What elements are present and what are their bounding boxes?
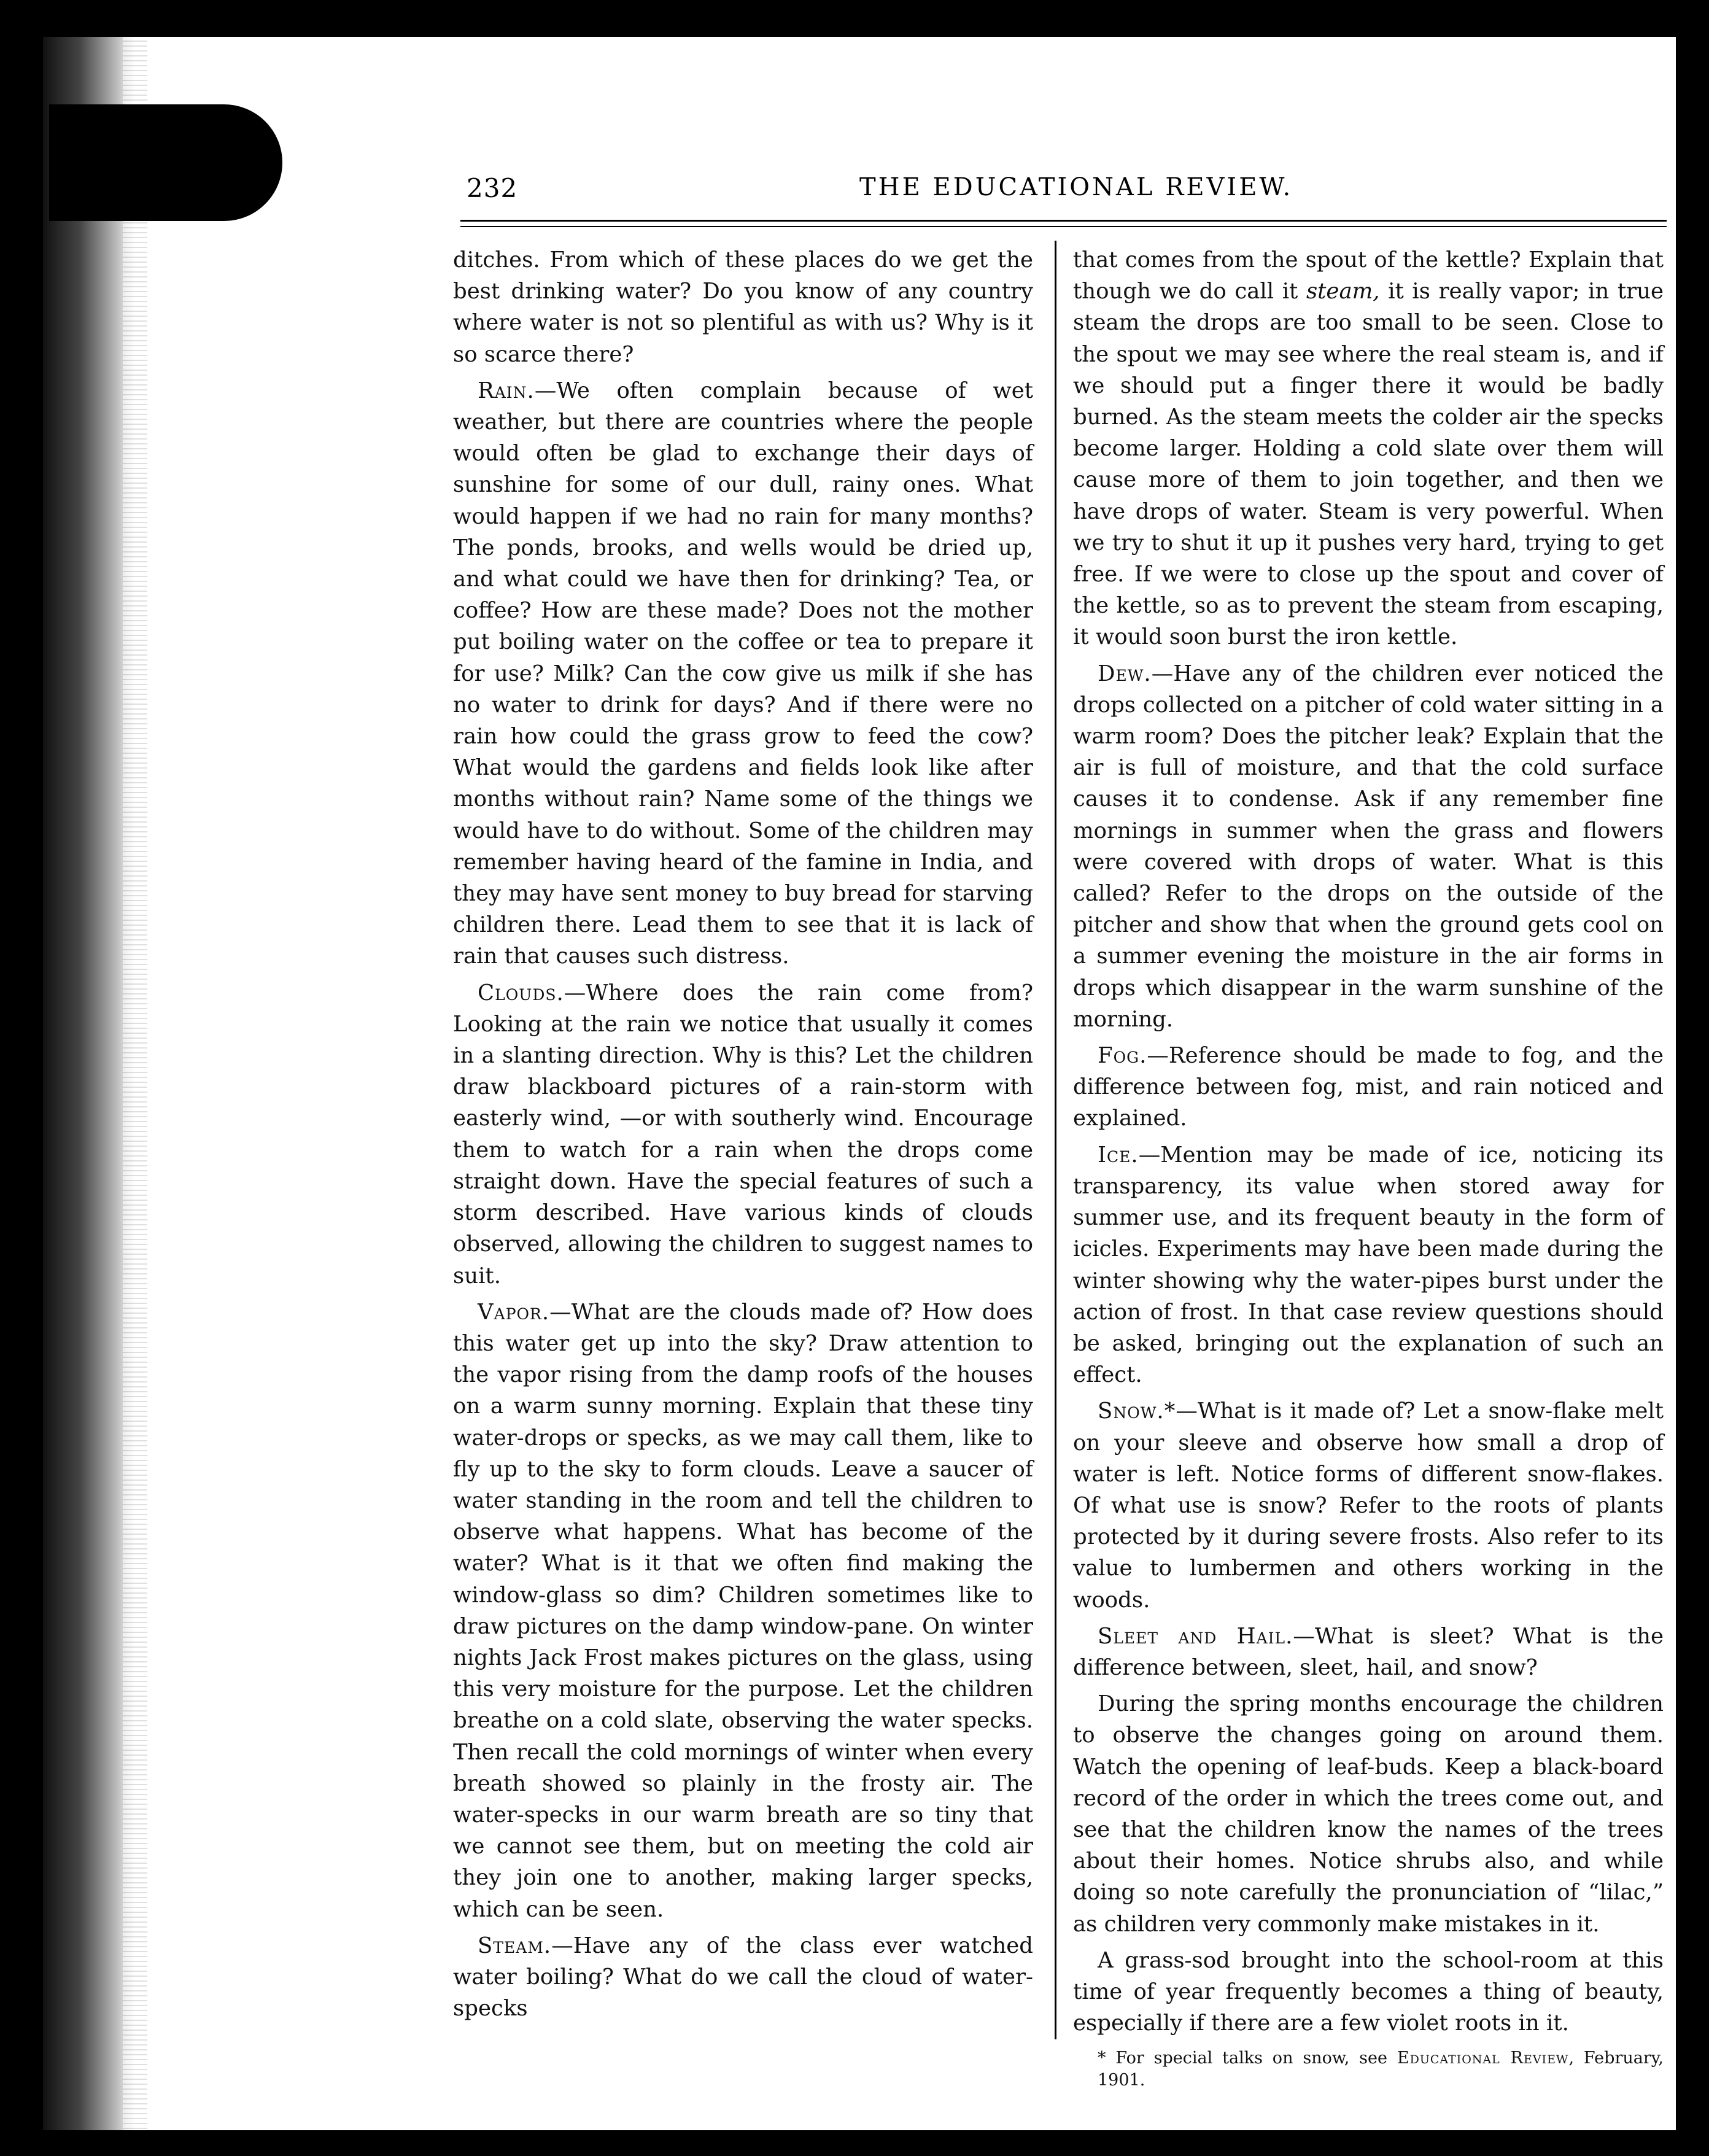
section-heading-rain: Rain. bbox=[478, 378, 535, 403]
header-rule-bottom bbox=[460, 226, 1667, 227]
section-heading-clouds: Clouds. bbox=[478, 980, 564, 1006]
section-heading-snow: Snow.* bbox=[1098, 1398, 1176, 1424]
footnote: * For special talks on snow, see Educational Review, February, 1901. bbox=[1098, 2049, 1664, 2090]
header-rule-top bbox=[460, 220, 1667, 222]
paragraph-steam-continued: that comes from the spout of the kettle? Explain that though we do call it steam, it is really vapor; in true steam the drops are too small to be seen. Close to the spout we may see where the real steam is, and if we should put a finger there it would be badly burned. As the steam meets the colder air the specks become larger. Holding a cold slate over them will cause more of them to join together, and then we have drops of water. Steam is very powerful. When we try to shut it up it pushes very hard, trying to get free. If we were to close up the spout and cover of the kettle, so as to prevent the steam from escaping, it would soon burst the iron kettle. bbox=[1073, 247, 1664, 650]
paragraph-dew: Dew.—Have any of the children ever noticed the drops collected on a pitcher of cold water sitting in a warm room? Does the pitcher leak? Explain that the air is full of moisture, and that the cold surface causes it to condense. Ask if any remember fine mornings in summer when the grass and flowers were covered with drops of water. What is this called? Refer to the drops on the outside of the pitcher and show that when the ground gets cool on a summer evening the moisture in the air forms in drops which disappear in the warm sunshine of the morning. bbox=[1073, 661, 1664, 1032]
section-heading-vapor: Vapor. bbox=[478, 1299, 550, 1325]
paragraph-rain: Rain.—We often complain because of wet weather, but there are countries where the people would often be glad to exchange their days of sunshine for some of our dull, rainy ones. What would happen if we had no rain for many months? The ponds, brooks, and wells would be dried up, and what could we have then for drinking? Tea, or coffee? How are these made? Does not the mother put boiling water on the coffee or tea to prepare it for use? Milk? Can the cow give us milk if she has no water to drink for days? And if there were no rain how could the grass grow to feed the cow? What would the gardens and fields look like after months without rain? Name some of the things we would have to do without. Some of the children may remember having heard of the famine in India, and they may have sent money to buy bread for starving children there. Lead them to see that it is lack of rain that causes such distress. bbox=[453, 378, 1033, 969]
left-column bbox=[453, 244, 1033, 2029]
column-divider bbox=[1055, 241, 1056, 2039]
paragraph-continuation: ditches. From which of these places do we get the best drinking water? Do you know of any country where water is not so plentiful as with us? Why is it so scarce there? bbox=[453, 247, 1033, 367]
section-heading-dew: Dew. bbox=[1098, 661, 1152, 686]
paragraph-snow: Snow.*—What is it made of? Let a snow-flake melt on your sleeve and observe how small a drop of water is left. Notice forms of different snow-flakes. Of what use is snow? Refer to the roots of plants protected by it during severe frosts. Also refer to its value to lumbermen and others working in the woods. bbox=[1073, 1398, 1664, 1613]
footnote-journal-name: Educational Review bbox=[1397, 2049, 1569, 2068]
section-heading-fog: Fog. bbox=[1098, 1043, 1147, 1069]
right-column bbox=[1073, 244, 1664, 2092]
paragraph-ice: Ice.—Mention may be made of ice, noticing its transparency, its value when stored away for summer use, and its frequent beauty in the form of icicles. Experiments may have been made during the winter showing why the water-pipes burst under the action of frost. In that case review questions should be asked, bringing out the explanation of such an effect. bbox=[1073, 1142, 1664, 1388]
paragraph-clouds: Clouds.—Where does the rain come from? Looking at the rain we notice that usually it comes in a slanting direction. Why is this? Let the children draw blackboard pictures of a rain-storm with easterly wind, —or with southerly wind. Encourage them to watch for a rain when the drops come straight down. Have the special features of such a storm described. Have various kinds of clouds observed, allowing the children to suggest names to suit. bbox=[453, 980, 1033, 1289]
paragraph-vapor: Vapor.—What are the clouds made of? How does this water get up into the sky? Draw attention to the vapor rising from the damp roofs of the houses on a warm sunny morning. Explain that these tiny water-drops or specks, as we may call them, like to fly up to the sky to form clouds. Leave a saucer of water standing in the room and tell the children to observe what happens. What has become of the water? What is it that we often find making the window-glass so dim? Children sometimes like to draw pictures on the damp window-pane. On winter nights Jack Frost makes pictures on the glass, using this very moisture for the purpose. Let the children breathe on a cold slate, observing the water specks. Then recall the cold mornings of winter when every breath showed so plainly in the frosty air. The water-specks in our warm breath are so tiny that we cannot see them, but on meeting the cold air they join one to another, making larger specks, which can be seen. bbox=[453, 1299, 1033, 1922]
section-heading-steam: Steam. bbox=[478, 1933, 552, 1958]
section-heading-ice: Ice. bbox=[1098, 1142, 1139, 1168]
binding-clip bbox=[49, 104, 282, 221]
page-number: 232 bbox=[467, 173, 518, 203]
paragraph-sleet-hail: Sleet and Hail.—What is sleet? What is the difference between, sleet, hail, and snow? bbox=[1073, 1623, 1664, 1680]
running-title: THE EDUCATIONAL REVIEW. bbox=[859, 173, 1293, 201]
page-edges bbox=[123, 37, 147, 2130]
paragraph-spring: During the spring months encourage the children to observe the changes going on around them. Watch the opening of leaf-buds. Keep a black-board record of the order in which the trees come out, and see that the children know the names of the trees about their homes. Notice shrubs also, and while doing so note carefully the pronunciation of “lilac,” as children very commonly make mistakes in it. bbox=[1073, 1691, 1664, 1937]
section-heading-sleet-hail: Sleet and Hail. bbox=[1098, 1623, 1293, 1649]
paragraph-fog: Fog.—Reference should be made to fog, and the difference between fog, mist, and rain noticed and explained. bbox=[1073, 1043, 1664, 1131]
paragraph-steam: Steam.—Have any of the class ever watched water boiling? What do we call the cloud of water-specks bbox=[453, 1933, 1033, 2022]
page-header bbox=[467, 173, 1664, 210]
paragraph-grass-sod: A grass-sod brought into the school-room at this time of year frequently becomes a thing of beauty, especially if there are a few violet roots in it. bbox=[1073, 1947, 1664, 2036]
book-binding-shadow bbox=[43, 37, 135, 2130]
